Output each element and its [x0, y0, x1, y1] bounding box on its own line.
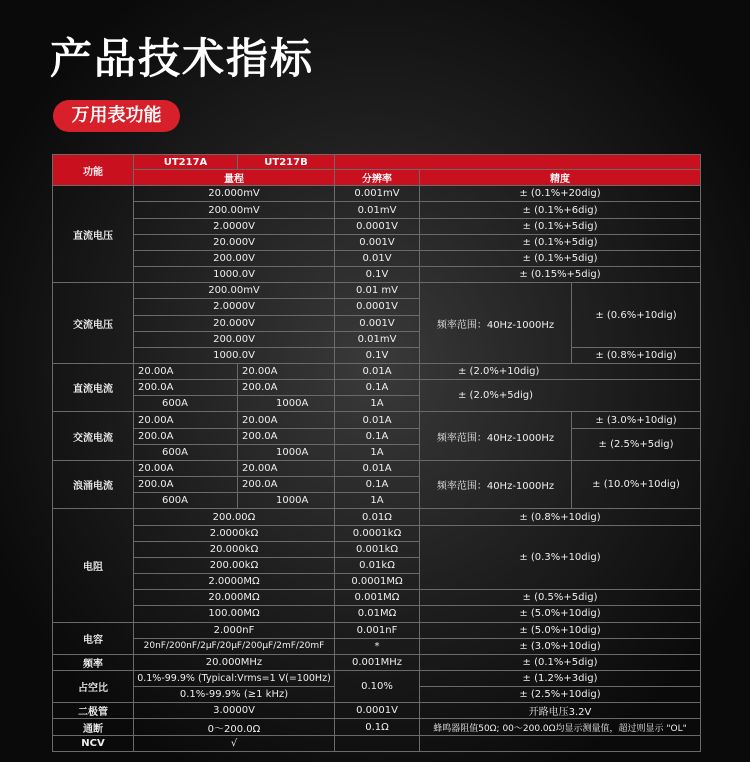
dcv-range: 20.000V: [134, 234, 335, 250]
spec-table: [52, 154, 701, 752]
res-res: 0.001kΩ: [335, 541, 420, 557]
inrush-res: 0.01A: [335, 460, 420, 476]
dcv-range: 2.0000V: [134, 218, 335, 234]
ncv-acc: [420, 735, 701, 751]
acv-freq: 频率范围：40Hz-1000Hz: [420, 283, 572, 364]
cont-acc: 蜂鸣器阻值50Ω; 00～200.0Ω均显示测量值，超过则显示 "OL": [420, 719, 701, 735]
freq-label: 频率: [53, 654, 134, 670]
dca-range-a: 20.00A: [134, 364, 238, 380]
aca-range-b: 1000A: [238, 444, 335, 460]
inrush-res: 0.1A: [335, 477, 420, 493]
aca-range-a: 20.00A: [134, 412, 238, 428]
aca-range-b: 20.00A: [238, 412, 335, 428]
res-range: 20.000MΩ: [134, 590, 335, 606]
res-range: 2.0000MΩ: [134, 574, 335, 590]
acv-acc-1: ± (0.6%+10dig): [572, 283, 701, 348]
header-accuracy: 精度: [420, 170, 701, 186]
acv-acc-2: ± (0.8%+10dig): [572, 347, 701, 363]
aca-range-a: 600A: [134, 444, 238, 460]
res-range: 2.0000kΩ: [134, 525, 335, 541]
res-acc-4: ± (5.0%+10dig): [420, 606, 701, 622]
dcv-label: 直流电压: [53, 186, 134, 283]
dca-acc-2: ± (2.0%+5dig): [420, 380, 701, 412]
acv-res: 0.1V: [335, 347, 420, 363]
freq-range: 20.000MHz: [134, 654, 335, 670]
header-resolution: 分辨率: [335, 170, 420, 186]
acv-res: 0.01mV: [335, 331, 420, 347]
dcv-res: 0.001mV: [335, 186, 420, 202]
res-res: 0.0001MΩ: [335, 574, 420, 590]
diode-range: 3.0000V: [134, 703, 335, 719]
cont-label: 通断: [53, 719, 134, 735]
dcv-range: 200.00mV: [134, 202, 335, 218]
cap-acc-2: ± (3.0%+10dig): [420, 638, 701, 654]
header-model-a: UT217A: [134, 155, 238, 170]
cap-range-1: 2.000nF: [134, 622, 335, 638]
res-range: 200.00kΩ: [134, 557, 335, 573]
acv-range: 200.00mV: [134, 283, 335, 299]
aca-acc-2: ± (2.5%+5dig): [572, 428, 701, 460]
dcv-acc: ± (0.1%+20dig): [420, 186, 701, 202]
res-acc-3: ± (0.5%+5dig): [420, 590, 701, 606]
aca-range-a: 200.0A: [134, 428, 238, 444]
header-function: 功能: [53, 155, 134, 186]
dca-range-a: 600A: [134, 396, 238, 412]
dcv-range: 200.00V: [134, 250, 335, 266]
duty-label: 占空比: [53, 670, 134, 702]
dcv-res: 0.01mV: [335, 202, 420, 218]
res-range: 20.000kΩ: [134, 541, 335, 557]
dca-range-a: 200.0A: [134, 380, 238, 396]
dca-acc-1: ± (2.0%+10dig): [420, 364, 701, 380]
diode-res: 0.0001V: [335, 703, 420, 719]
aca-range-b: 200.0A: [238, 428, 335, 444]
res-range: 200.00Ω: [134, 509, 335, 525]
res-res: 0.0001kΩ: [335, 525, 420, 541]
cont-range: 0～200.0Ω: [134, 719, 335, 735]
res-res: 0.01kΩ: [335, 557, 420, 573]
duty-range-2: 0.1%-99.9% (≥1 kHz): [134, 687, 335, 703]
acv-range: 2.0000V: [134, 299, 335, 315]
cap-range-2: 20nF/200nF/2μF/20μF/200μF/2mF/20mF: [134, 638, 335, 654]
dcv-range: 20.000mV: [134, 186, 335, 202]
res-range: 100.00MΩ: [134, 606, 335, 622]
duty-range-1: 0.1%-99.9% (Typical:Vrms=1 V(=100Hz): [134, 670, 335, 686]
section-label: 万用表功能: [53, 100, 180, 132]
duty-res: 0.10%: [335, 670, 420, 702]
inrush-freq: 频率范围：40Hz-1000Hz: [420, 460, 572, 508]
inrush-acc: ± (10.0%+10dig): [572, 460, 701, 508]
res-acc-1: ± (0.8%+10dig): [420, 509, 701, 525]
cap-label: 电容: [53, 622, 134, 654]
res-res: 0.001MΩ: [335, 590, 420, 606]
dcv-acc: ± (0.1%+5dig): [420, 250, 701, 266]
dcv-range: 1000.0V: [134, 267, 335, 283]
acv-label: 交流电压: [53, 283, 134, 364]
duty-acc-1: ± (1.2%+3dig): [420, 670, 701, 686]
cap-res-2: *: [335, 638, 420, 654]
freq-res: 0.001MHz: [335, 654, 420, 670]
ncv-res: [335, 735, 420, 751]
aca-res: 0.1A: [335, 428, 420, 444]
inrush-range-b: 1000A: [238, 493, 335, 509]
res-label: 电阻: [53, 509, 134, 622]
freq-acc: ± (0.1%+5dig): [420, 654, 701, 670]
dcv-acc: ± (0.15%+5dig): [420, 267, 701, 283]
dcv-res: 0.01V: [335, 250, 420, 266]
diode-label: 二极管: [53, 703, 134, 719]
acv-range: 20.000V: [134, 315, 335, 331]
cap-acc-1: ± (5.0%+10dig): [420, 622, 701, 638]
acv-range: 200.00V: [134, 331, 335, 347]
dca-range-b: 200.0A: [238, 380, 335, 396]
dca-label: 直流电流: [53, 364, 134, 412]
header-model-b: UT217B: [238, 155, 335, 170]
aca-acc-1: ± (3.0%+10dig): [572, 412, 701, 428]
dcv-acc: ± (0.1%+6dig): [420, 202, 701, 218]
cont-res: 0.1Ω: [335, 719, 420, 735]
inrush-range-b: 200.0A: [238, 477, 335, 493]
ncv-range: √: [134, 735, 335, 751]
dca-range-b: 20.00A: [238, 364, 335, 380]
header-blank: [335, 155, 701, 170]
dcv-res: 0.001V: [335, 234, 420, 250]
inrush-range-a: 20.00A: [134, 460, 238, 476]
page-title: 产品技术指标: [50, 34, 315, 83]
ncv-label: NCV: [53, 735, 134, 751]
aca-res: 0.01A: [335, 412, 420, 428]
acv-res: 0.0001V: [335, 299, 420, 315]
inrush-label: 浪涌电流: [53, 460, 134, 508]
acv-res: 0.01 mV: [335, 283, 420, 299]
dca-res: 1A: [335, 396, 420, 412]
dcv-acc: ± (0.1%+5dig): [420, 218, 701, 234]
res-res: 0.01Ω: [335, 509, 420, 525]
dca-range-b: 1000A: [238, 396, 335, 412]
aca-label: 交流电流: [53, 412, 134, 460]
res-res: 0.01MΩ: [335, 606, 420, 622]
acv-range: 1000.0V: [134, 347, 335, 363]
inrush-range-a: 200.0A: [134, 477, 238, 493]
dcv-res: 0.1V: [335, 267, 420, 283]
cap-res-1: 0.001nF: [335, 622, 420, 638]
dca-res: 0.01A: [335, 364, 420, 380]
duty-acc-2: ± (2.5%+10dig): [420, 687, 701, 703]
dca-res: 0.1A: [335, 380, 420, 396]
dcv-acc: ± (0.1%+5dig): [420, 234, 701, 250]
aca-res: 1A: [335, 444, 420, 460]
inrush-range-a: 600A: [134, 493, 238, 509]
acv-res: 0.001V: [335, 315, 420, 331]
diode-acc: 开路电压3.2V: [420, 703, 701, 719]
dcv-res: 0.0001V: [335, 218, 420, 234]
inrush-res: 1A: [335, 493, 420, 509]
aca-freq: 频率范围：40Hz-1000Hz: [420, 412, 572, 460]
header-range: 量程: [134, 170, 335, 186]
inrush-range-b: 20.00A: [238, 460, 335, 476]
res-acc-2: ± (0.3%+10dig): [420, 525, 701, 590]
